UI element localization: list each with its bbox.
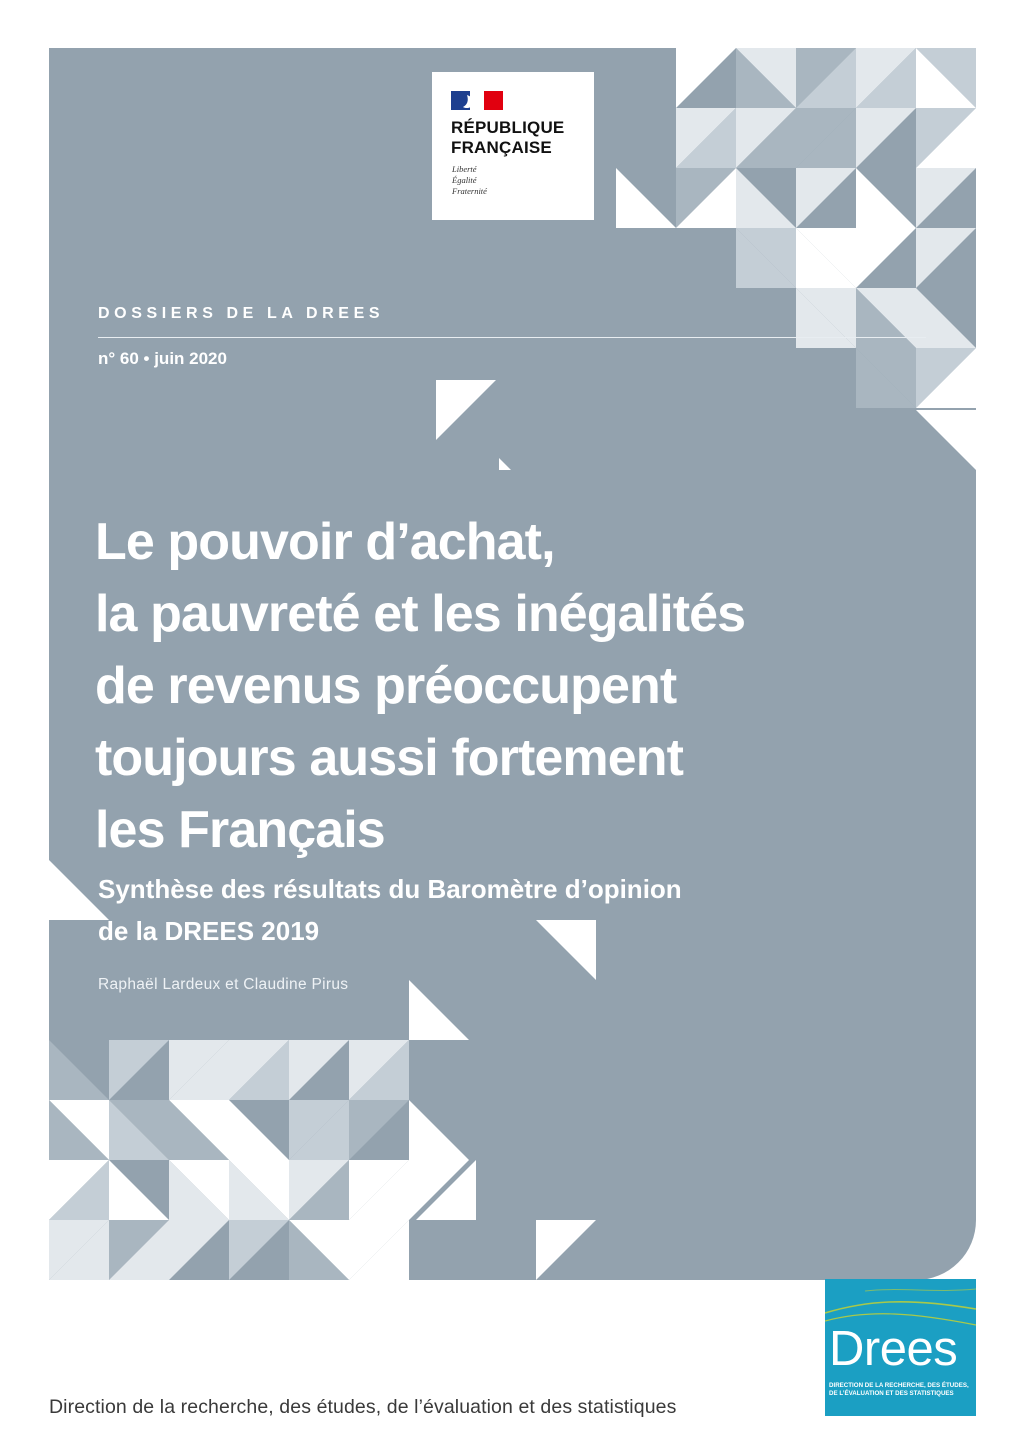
- pattern-triangle: [109, 1040, 169, 1100]
- pattern-triangle: [436, 380, 496, 440]
- pattern-triangle: [856, 168, 916, 228]
- republique-motto: [452, 164, 487, 197]
- pattern-triangle: [616, 168, 676, 228]
- republique-title-line: RÉPUBLIQUE: [451, 118, 565, 137]
- title-line: Le pouvoir d’achat,: [95, 513, 555, 571]
- pattern-triangle: [229, 1220, 289, 1280]
- pattern-triangle: [916, 288, 976, 348]
- pattern-triangle: [409, 980, 469, 1040]
- pattern-triangle: [409, 1100, 469, 1160]
- logo-tagline-line: DE L’ÉVALUATION ET DES STATISTIQUES: [829, 1389, 954, 1397]
- pattern-triangle: [736, 168, 796, 228]
- republique-francaise-logo: [432, 72, 594, 220]
- pattern-triangle: [229, 1100, 289, 1160]
- pattern-triangle: [796, 168, 856, 228]
- title-line: toujours aussi fortement: [95, 729, 684, 787]
- pattern-triangle: [856, 228, 916, 288]
- logo-wordmark: Drees: [829, 1322, 958, 1376]
- pattern-triangle: [856, 108, 916, 168]
- subtitle-line: de la DREES 2019: [98, 916, 320, 946]
- title-line: de revenus préoccupent: [95, 657, 677, 715]
- pattern-triangle: [169, 1220, 229, 1280]
- title-line: la pauvreté et les inégalités: [95, 585, 746, 643]
- pattern-triangle: [499, 458, 511, 470]
- pattern-triangle: [676, 48, 736, 108]
- title-line: les Français: [95, 801, 385, 859]
- series-name: DOSSIERS DE LA DREES: [98, 305, 385, 322]
- motto-line: Liberté: [452, 164, 477, 174]
- pattern-triangle: [916, 410, 976, 470]
- motto-line: Égalité: [452, 175, 477, 185]
- republique-francaise-title: [451, 118, 564, 158]
- republique-title-line: FRANÇAISE: [451, 138, 552, 157]
- pattern-triangle: [916, 228, 976, 288]
- pattern-triangle: [349, 1100, 409, 1160]
- pattern-triangle: [49, 1040, 109, 1100]
- cover-panel: [49, 48, 976, 1280]
- document-subtitle: [98, 868, 682, 952]
- authors: Raphaël Lardeux et Claudine Pirus: [98, 976, 349, 993]
- logo-tagline-line: DIRECTION DE LA RECHERCHE, DES ÉTUDES,: [829, 1382, 969, 1389]
- document-title: [95, 506, 955, 866]
- logo-tagline: [829, 1382, 974, 1397]
- pattern-triangle: [916, 168, 976, 228]
- footer-organization: Direction de la recherche, des études, de l’évaluation et des statistiques: [49, 1396, 677, 1418]
- issue-number: n° 60 • juin 2020: [98, 349, 227, 368]
- pattern-triangle: [289, 1040, 349, 1100]
- subtitle-line: Synthèse des résultats du Baromètre d’opinion: [98, 874, 682, 904]
- pattern-triangle: [109, 1160, 169, 1220]
- motto-line: Fraternité: [452, 186, 487, 196]
- pattern-triangle: [536, 1220, 596, 1280]
- marianne-flag-icon: [451, 91, 503, 110]
- drees-logo: [825, 1279, 976, 1416]
- divider: [98, 337, 926, 338]
